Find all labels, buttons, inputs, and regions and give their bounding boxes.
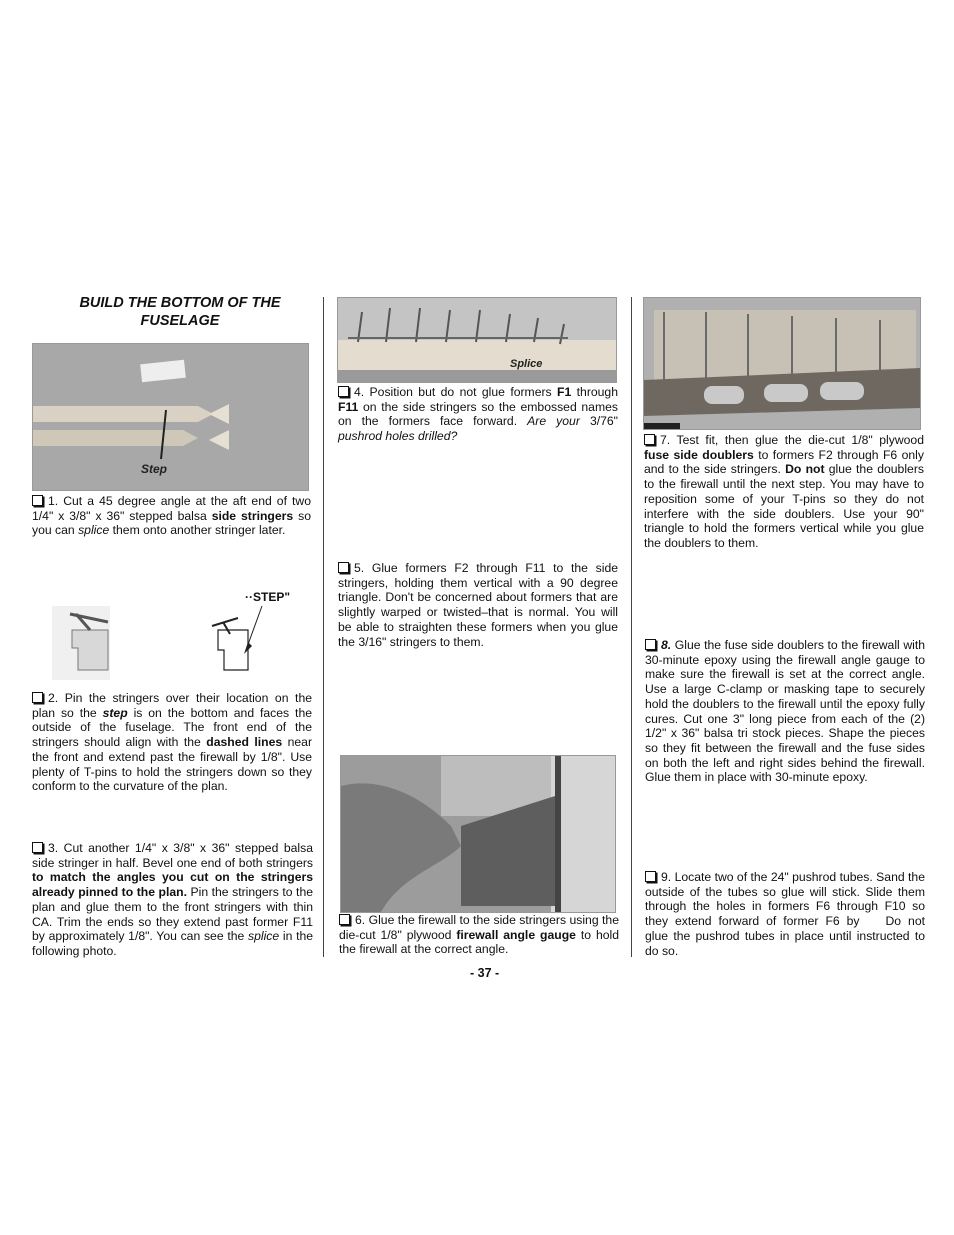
step-2-bold-italic: step — [102, 705, 128, 720]
step-6-checkbox[interactable] — [339, 914, 350, 925]
step-4-italic-b: pushrod holes drilled? — [338, 429, 458, 444]
photo-firewall-art — [341, 756, 615, 912]
step-7-part-e: glue the doublers to the firewall until the next step. You may have to reposition some of your T-pins so they do not interfere with the side doublers. Use your 90" triangle to hold the formers vertical while you glue the doublers to them. — [644, 462, 924, 550]
step-9-part-b: Do not glue the pushrod tubes in place until instructed to do so. — [645, 914, 925, 958]
step-3-part-e: in the following photo. — [32, 929, 314, 958]
step-2-checkbox[interactable] — [32, 692, 43, 703]
step-9-part-a: 9. Locate two of the 24" pushrod tubes. Sand the outside of the tubes so glue will stick. Slide them through the holes in formers F6 through F10 so they extend forward of former F6 by — [645, 870, 925, 929]
step-7-bold-b: Do not — [785, 462, 825, 477]
step-4-part-c: through — [571, 385, 618, 399]
heading-line-1: BUILD THE BOTTOM OF THE — [79, 295, 281, 311]
page-number: - 37 - — [470, 966, 500, 980]
column-divider-right — [631, 297, 632, 957]
step-4-bold-f11: F11 — [338, 399, 359, 414]
photo-fuse-side-doublers — [643, 297, 921, 430]
step-6-bold: firewall angle gauge — [456, 927, 576, 942]
step-1-part-a: 1. Cut a 45 degree angle at the aft end of two 1/4" x 3/8" x 36" stepped balsa — [32, 494, 311, 523]
step-5-part-a: 5. Glue formers F2 through F11 to the side stringers, holding them vertical with a 90 degree triangle. Don't be concerned about formers that are slightly warped or twisted–that is normal. You will be able to straighten these formers when you glue the 3/16" stringers to them. — [338, 561, 618, 649]
photo-formers-splice — [337, 297, 617, 383]
step-2-text — [32, 691, 312, 794]
step-9-checkbox[interactable] — [645, 871, 656, 882]
step-7-checkbox[interactable] — [644, 434, 655, 445]
step-3-part-c: Pin the stringers to the plan and glue them to the front stringers with thin CA. Trim the ends so they extend past former F11 by approximately 1/8". You can see the — [32, 885, 313, 944]
diagram-art — [48, 592, 313, 682]
step-2-part-a: 2. Pin the stringers over their location on the plan so the — [32, 691, 312, 720]
diagram-label-step: ··STEP" — [245, 590, 291, 604]
step-3-part-a: 3. Cut another 1/4" x 3/8" x 36" stepped balsa side stringer in half. Bevel one end of both stringers — [32, 841, 313, 870]
column-divider-left — [323, 297, 324, 957]
photo-label-splice: Splice — [510, 358, 543, 370]
step-6-text — [339, 913, 619, 957]
step-1-text — [32, 494, 311, 538]
photo-formers-art — [338, 298, 616, 382]
step-8-text — [645, 638, 925, 785]
step-4-bold-f1: F1 — [557, 385, 572, 399]
step-2-part-e: near the front and extend past the firewall by 1/8". Use plenty of T-pins to hold the stringers down so they conform to the curvature of the plan. — [32, 735, 312, 794]
step-7-part-a: 7. Test fit, then glue the die-cut 1/8" plywood — [660, 433, 924, 447]
step-9-text — [645, 870, 925, 958]
heading-line-2: FUSELAGE — [140, 313, 220, 329]
step-3-bold: to match the angles you cut on the stringers already pinned to the plan. — [32, 870, 313, 900]
step-3-text — [32, 841, 313, 959]
step-7-part-c: to formers F2 through F6 only and to the side stringers. — [644, 447, 924, 477]
section-heading — [60, 294, 300, 330]
step-4-part-g: 3/76" — [579, 414, 618, 429]
step-6-part-c: to hold the firewall at the correct angle. — [339, 927, 619, 957]
photo-stringer-cut — [32, 343, 309, 491]
step-6-part-a: 6. Glue the firewall to the side stringers using the die-cut 1/8" plywood — [339, 913, 619, 942]
step-1-part-c: so you can — [32, 508, 311, 538]
step-1-checkbox[interactable] — [32, 495, 43, 506]
step-1-italic: splice — [78, 523, 110, 538]
step-1-bold: side stringers — [211, 508, 294, 523]
step-8-number: 8. — [661, 638, 672, 652]
step-5-checkbox[interactable] — [338, 562, 349, 573]
photo-label-step: Step — [141, 462, 168, 476]
step-5-text — [338, 561, 618, 649]
step-2-bold: dashed lines — [206, 735, 283, 750]
step-8-checkbox[interactable] — [645, 639, 656, 650]
step-4-italic-a: Are your — [527, 414, 580, 429]
step-4-part-e: on the side stringers so the embossed names on the formers face forward. — [338, 399, 618, 429]
step-2-part-c: is on the bottom and faces the outside of the fuselage. The front end of the stringers should align with the — [32, 705, 312, 750]
step-8-part-a: Glue the fuse side doublers to the firewall with 30-minute epoxy using the firewall angle gauge to make sure the firewall is set at the correct angle. Use a large C-clamp or masking tape to securely hold the doublers to the firewall until the epoxy fully cures. Cut one 3" long piece from each of the (2) 1/2" x 36" balsa tri stock pieces. Shape the pieces so they fit between the firewall and the fuse sides on both the left and right sides behind the firewall. Glue them in place with 30-minute epoxy. — [645, 638, 925, 785]
step-4-checkbox[interactable] — [338, 386, 349, 397]
diagram-stringer-profile — [48, 592, 313, 682]
step-3-italic: splice — [247, 929, 280, 944]
photo-stringer-cut-art — [33, 344, 308, 490]
step-7-text — [644, 433, 924, 551]
step-4-text — [338, 385, 618, 444]
step-1-part-e: them onto another stringer later. — [109, 523, 286, 538]
step-4-part-a: 4. Position but do not glue formers — [354, 385, 558, 399]
step-3-checkbox[interactable] — [32, 842, 43, 853]
step-7-bold-a: fuse side doublers — [644, 447, 754, 462]
photo-firewall-gauge — [340, 755, 616, 913]
photo-doublers-art — [644, 298, 920, 429]
